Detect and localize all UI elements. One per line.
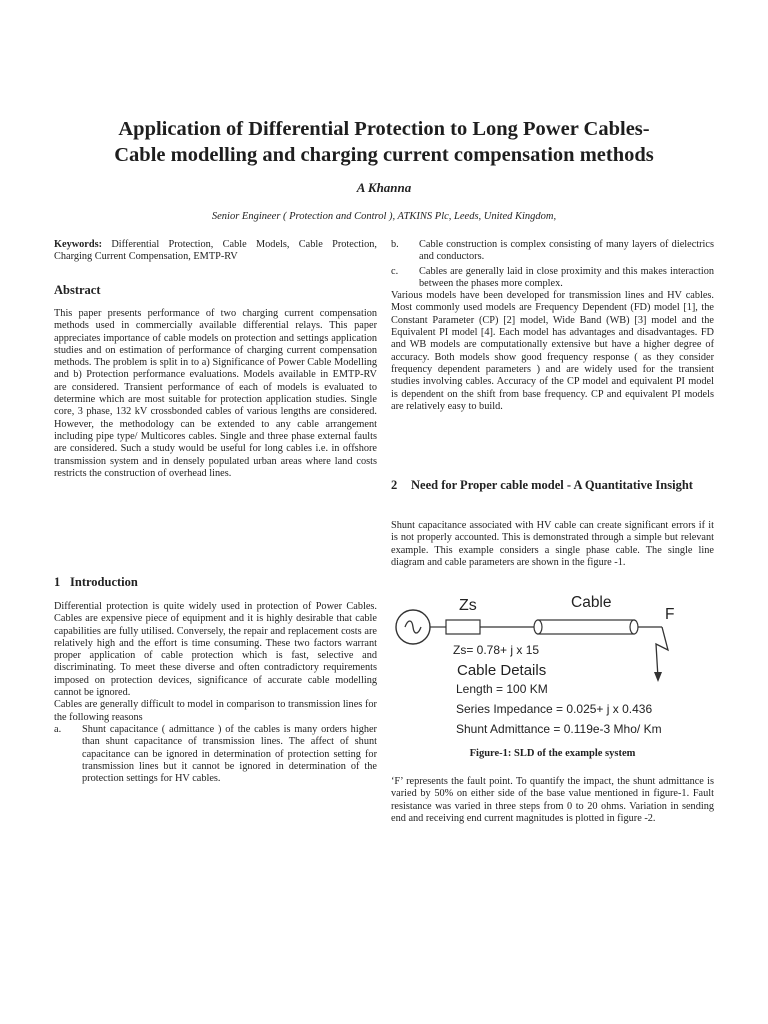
source-symbol-icon [396, 610, 430, 644]
affiliation: Senior Engineer ( Protection and Control ), ATKINS Plc, Leeds, United Kingdom, [211, 211, 557, 222]
section-2-paragraph: Shunt capacitance associated with HV cable can create significant errors if it is not properly accounted. This is demonstrated through a simple but relevant example. This example considers a single phase cable. The single line diagram and cable parameters are shown in the figure -1. [391, 520, 714, 568]
list-marker: a. [54, 723, 62, 735]
abstract-heading-block [54, 283, 377, 298]
keywords [54, 239, 377, 264]
author: A Khanna [356, 180, 412, 195]
cable-symbol-icon [534, 620, 638, 634]
shunt-admittance: Shunt Admittance = 0.119e-3 Mho/ Km [456, 722, 662, 736]
title-line-1: Application of Differential Protection to Long Power Cables- [118, 118, 650, 140]
list-marker: c. [391, 265, 399, 277]
section-1-number: 1 [54, 575, 61, 589]
models-paragraph: Various models have been developed for transmission lines and HV cables. Most commonly used models are Frequency Dependent (FD) model [1], the Constant Parameter (CP) [2] model, Wide Band (WB) [3] model and the Equivalent PI model [4]. Each model has advantages and disadvantages. FD and WB models are computationally extensive but have a higher degree of accuracy. Both models show good frequency response ( as they consider frequency dependent parameters ) and are widely used for the transient studies involving cables. Accuracy of the CP model and equivalent PI model is dependent on the shift from base frequency. CP and equivalent PI models are relatively easy to build. [391, 290, 714, 412]
abstract-text: This paper presents performance of two charging current compensation methods used in commercially available differential relays. This paper appreciates importance of cable models on protection and settings application studies and on estimation of performance of charging current compensation methods. The problem is split in to a) Significance of Power Cable Modelling and b) Protection performance evaluations. Models available in EMTP-RV are considered. Transient performance of each of models is evaluated to determine which are most suitable for protection application studies. Single core, 3 phase, 132 kV crossbonded cables of various lengths are considered. However, the methodology can be extended to any cable arrangement including pipe type/ Multicores cables. Single and three phase external faults are considered. Such a study would be useful for long cables i.e. in offshore transmission system and in densely populated urban areas where land costs restricts the construction of overhead lines. [54, 308, 377, 479]
section-2-heading-block [391, 478, 714, 493]
source-impedance-box [446, 620, 480, 634]
fault-paragraph-block [391, 776, 714, 825]
list-item [54, 724, 377, 785]
cable-length: Length = 100 KM [456, 682, 548, 696]
right-column-list [391, 239, 714, 413]
list-item [391, 266, 714, 291]
section-1-heading-block [54, 575, 377, 590]
section-1-heading [54, 575, 377, 590]
abstract-block [54, 308, 377, 480]
section-2-block [391, 520, 714, 569]
intro-block [54, 601, 377, 785]
section-2-title: Need for Proper cable model - A Quantitative Insight [411, 478, 693, 492]
intro-paragraph-1: Differential protection is quite widely used in protection of Power Cables. Cables are expensive piece of equipment and it is highly desirable that cable capabilities are fully utilised. Conversely, the repair and replacement costs are relatively high and the effort is time consuming. These two factors warrant proper application of cable protection which is fast, selective and discriminating. To meet these diverse and often contradictory requirements imposed on protection devices, significance of accurate cable modelling cannot be ignored. [54, 601, 377, 699]
sld-figure [391, 592, 721, 742]
abstract-heading: Abstract [54, 283, 101, 297]
fault-paragraph: ‘F’ represents the fault point. To quantify the impact, the shunt admittance is varied by 50% on either side of the base value mentioned in figure-1. Fault resistance was varied in three steps from 0 to 20 ohms. Variation in sending end and receiving end current magnitudes is plotted in figure -2. [391, 776, 714, 824]
figure-caption: Figure-1: SLD of the example system [469, 748, 636, 759]
section-2-number: 2 [391, 478, 398, 492]
section-1-title: Introduction [70, 575, 138, 589]
cable-label: Cable [571, 594, 612, 611]
intro-paragraph-2: Cables are generally difficult to model in comparison to transmission lines for the following reasons [54, 699, 377, 723]
left-column [54, 239, 377, 264]
list-item [391, 239, 714, 264]
series-impedance: Series Impedance = 0.025+ j x 0.436 [456, 702, 653, 716]
section-2-heading [391, 478, 714, 493]
fault-arrow-icon [656, 627, 668, 678]
list-marker: b. [391, 239, 399, 250]
list-text: Cable construction is complex consisting of many layers of dielectrics and conductors. [419, 239, 714, 263]
keywords-label: Keywords: [54, 239, 103, 250]
fault-label: F [665, 606, 675, 623]
zs-label: Zs [459, 597, 477, 614]
fault-arrowhead-icon [654, 672, 662, 682]
title-line-2: Cable modelling and charging current compensation methods [114, 144, 654, 166]
zs-value: Zs= 0.78+ j x 15 [453, 643, 540, 657]
cable-details-heading: Cable Details [457, 662, 547, 679]
paper-title [40, 116, 728, 168]
list-text: Cables are generally laid in close proximity and this makes interaction between the phases more complex. [419, 265, 714, 289]
list-text: Shunt capacitance ( admittance ) of the cables is many orders higher than shunt capacitance of transmission lines. The affect of shunt capacitance can be ignored in determination of protection setting for transmission lines but it cannot be ignored in determination of the protection settings for HV cables. [82, 723, 377, 785]
keywords-text: Differential Protection, Cable Models, Cable Protection, Charging Current Compensation, EMTP-RV [54, 239, 377, 263]
